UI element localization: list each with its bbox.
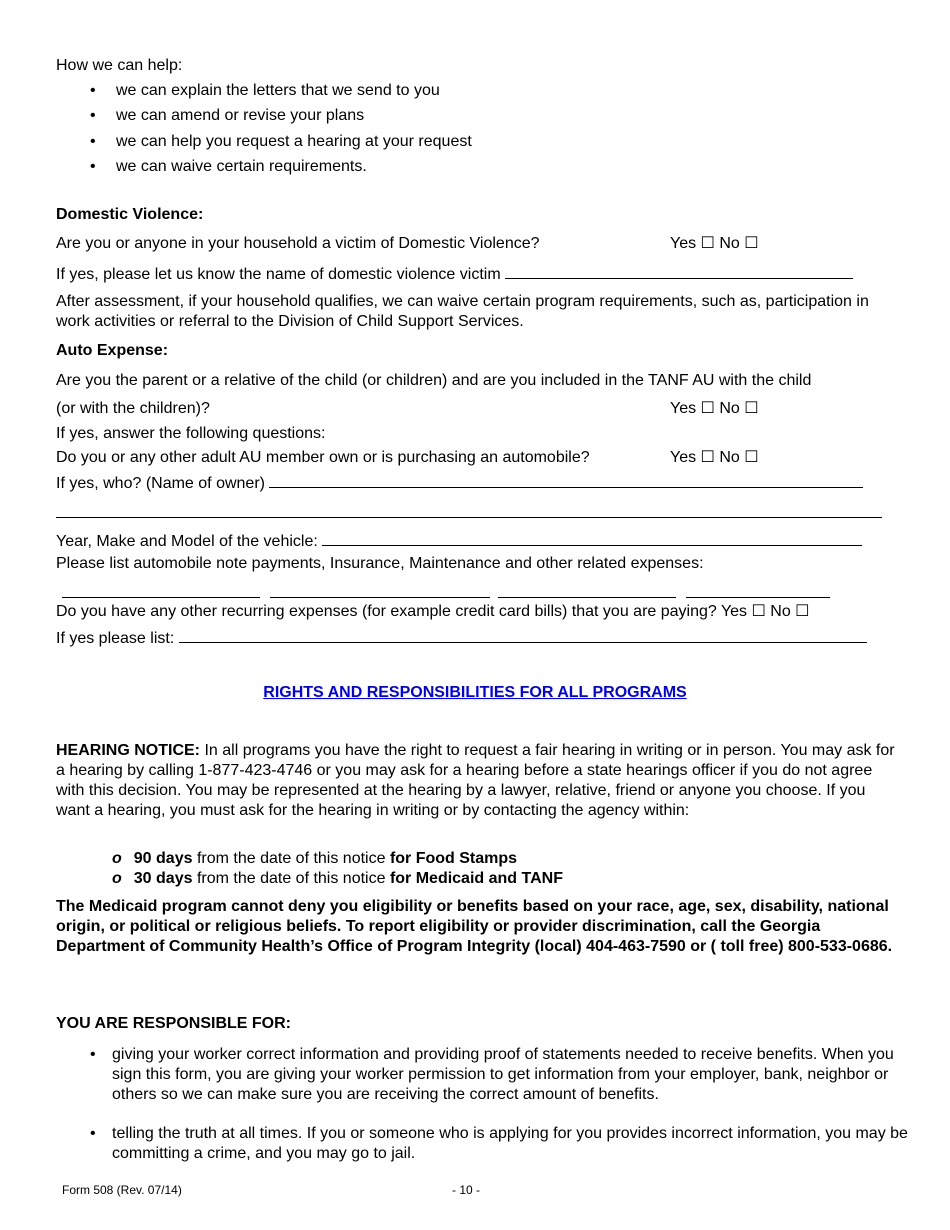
circle-bullet-icon: o xyxy=(112,850,122,867)
recurring-list-label: If yes please list: xyxy=(56,630,175,647)
recurring-list-input[interactable] xyxy=(179,627,867,643)
expense-input[interactable] xyxy=(270,597,490,598)
auto-q2-yes-no-checkboxes[interactable]: Yes ☐ No ☐ xyxy=(670,449,759,466)
auto-question-1-cont: (or with the children)? xyxy=(56,400,210,417)
recurring-question[interactable]: Do you have any other recurring expenses (for example credit card bills) that you are paying? Yes ☐ No ☐ xyxy=(56,603,810,620)
bullet-icon: • xyxy=(90,107,96,124)
auto-q1-yes-no-checkboxes[interactable]: Yes ☐ No ☐ xyxy=(670,400,759,417)
auto-question-1: Are you the parent or a relative of the child (or children) and are you included in the TANF AU with the child xyxy=(56,372,812,389)
expense-input[interactable] xyxy=(62,597,260,598)
deadline-days: 30 days xyxy=(133,870,193,887)
owner-input[interactable] xyxy=(269,472,863,488)
bullet-icon: • xyxy=(90,133,96,150)
deadline-item xyxy=(112,849,912,869)
circle-bullet-icon: o xyxy=(112,870,122,887)
deadline-text: from the date of this notice xyxy=(192,870,390,887)
bullet-icon: • xyxy=(90,1046,96,1063)
owner-label: If yes, who? (Name of owner) xyxy=(56,475,265,492)
deadline-program: for Medicaid and TANF xyxy=(389,870,563,887)
auto-follow-text: If yes, answer the following questions: xyxy=(56,425,326,442)
dv-victim-label: If yes, please let us know the name of domestic violence victim xyxy=(56,266,501,283)
medicaid-notice: The Medicaid program cannot deny you eligibility or benefits based on your race, age, sex, disability, national origin, or political or religious beliefs. To report eligibility or provider discrimination, call the Georgia Department of Community Health’s Office of Program Integrity (local) 404-463-7590 or ( toll free) 800-533-0686. xyxy=(56,898,893,955)
list-item: we can waive certain requirements. xyxy=(116,158,367,175)
page-number: - 10 - xyxy=(452,1183,481,1197)
deadline-days: 90 days xyxy=(133,850,193,867)
form-number: Form 508 (Rev. 07/14) xyxy=(62,1183,182,1197)
dv-paragraph: After assessment, if your household qualifies, we can waive certain program requirements, such as, participation in work activities or referral to the Division of Child Support Services. xyxy=(56,293,869,330)
dv-heading: Domestic Violence: xyxy=(56,206,204,223)
auto-question-2: Do you or any other adult AU member own or is purchasing an automobile? xyxy=(56,449,590,466)
hearing-notice xyxy=(56,741,896,821)
recurring-list-field[interactable] xyxy=(56,627,867,649)
dv-victim-field[interactable] xyxy=(56,263,853,285)
rights-heading[interactable] xyxy=(0,683,950,703)
owner-field[interactable] xyxy=(56,472,863,494)
expense-input[interactable] xyxy=(498,597,676,598)
deadline-item xyxy=(112,869,912,889)
dv-question: Are you or anyone in your household a victim of Domestic Violence? xyxy=(56,235,540,252)
list-item: we can help you request a hearing at your request xyxy=(116,133,472,150)
responsible-heading: YOU ARE RESPONSIBLE FOR: xyxy=(56,1015,291,1032)
auto-heading: Auto Expense: xyxy=(56,342,169,359)
bullet-icon: • xyxy=(90,1125,96,1142)
bullet-icon: • xyxy=(90,158,96,175)
vehicle-input[interactable] xyxy=(322,530,862,546)
deadline-program: for Food Stamps xyxy=(389,850,518,867)
owner-extra-line[interactable] xyxy=(56,502,882,518)
list-item: we can amend or revise your plans xyxy=(116,107,365,124)
deadline-text: from the date of this notice xyxy=(192,850,390,867)
hearing-text: In all programs you have the right to request a fair hearing in writing or in person. You may ask for a hearing by calling 1-877-423-4746 or you may ask for a hearing before a state hearings officer if you do not agree with this decision. You may be represented at the hearing by a lawyer, relative, friend or anyone you choose. If you want a hearing, you must ask for the hearing in writing or by contacting the agency within: xyxy=(56,742,895,819)
list-item: we can explain the letters that we send to you xyxy=(116,82,440,99)
expense-input[interactable] xyxy=(686,597,830,598)
vehicle-label: Year, Make and Model of the vehicle: xyxy=(56,533,318,550)
list-item: telling the truth at all times. If you or someone who is applying for you provides incorrect information, you may be committing a crime, and you may go to jail. xyxy=(112,1125,908,1162)
expenses-label: Please list automobile note payments, Insurance, Maintenance and other related expenses: xyxy=(56,555,704,572)
help-title: How we can help: xyxy=(56,57,183,74)
vehicle-field[interactable] xyxy=(56,530,862,552)
rights-heading-link[interactable]: RIGHTS AND RESPONSIBILITIES FOR ALL PROGRAMS xyxy=(263,684,687,701)
dv-victim-input[interactable] xyxy=(505,263,853,279)
dv-yes-no-checkboxes[interactable]: Yes ☐ No ☐ xyxy=(670,235,759,252)
hearing-label: HEARING NOTICE: xyxy=(56,742,200,759)
list-item: giving your worker correct information and providing proof of statements needed to receive benefits. When you sign this form, you are giving your worker permission to get information from your employer, bank, neighbor or others so we can make sure you are receiving the correct amount of benefits. xyxy=(112,1046,894,1103)
bullet-icon: • xyxy=(90,82,96,99)
